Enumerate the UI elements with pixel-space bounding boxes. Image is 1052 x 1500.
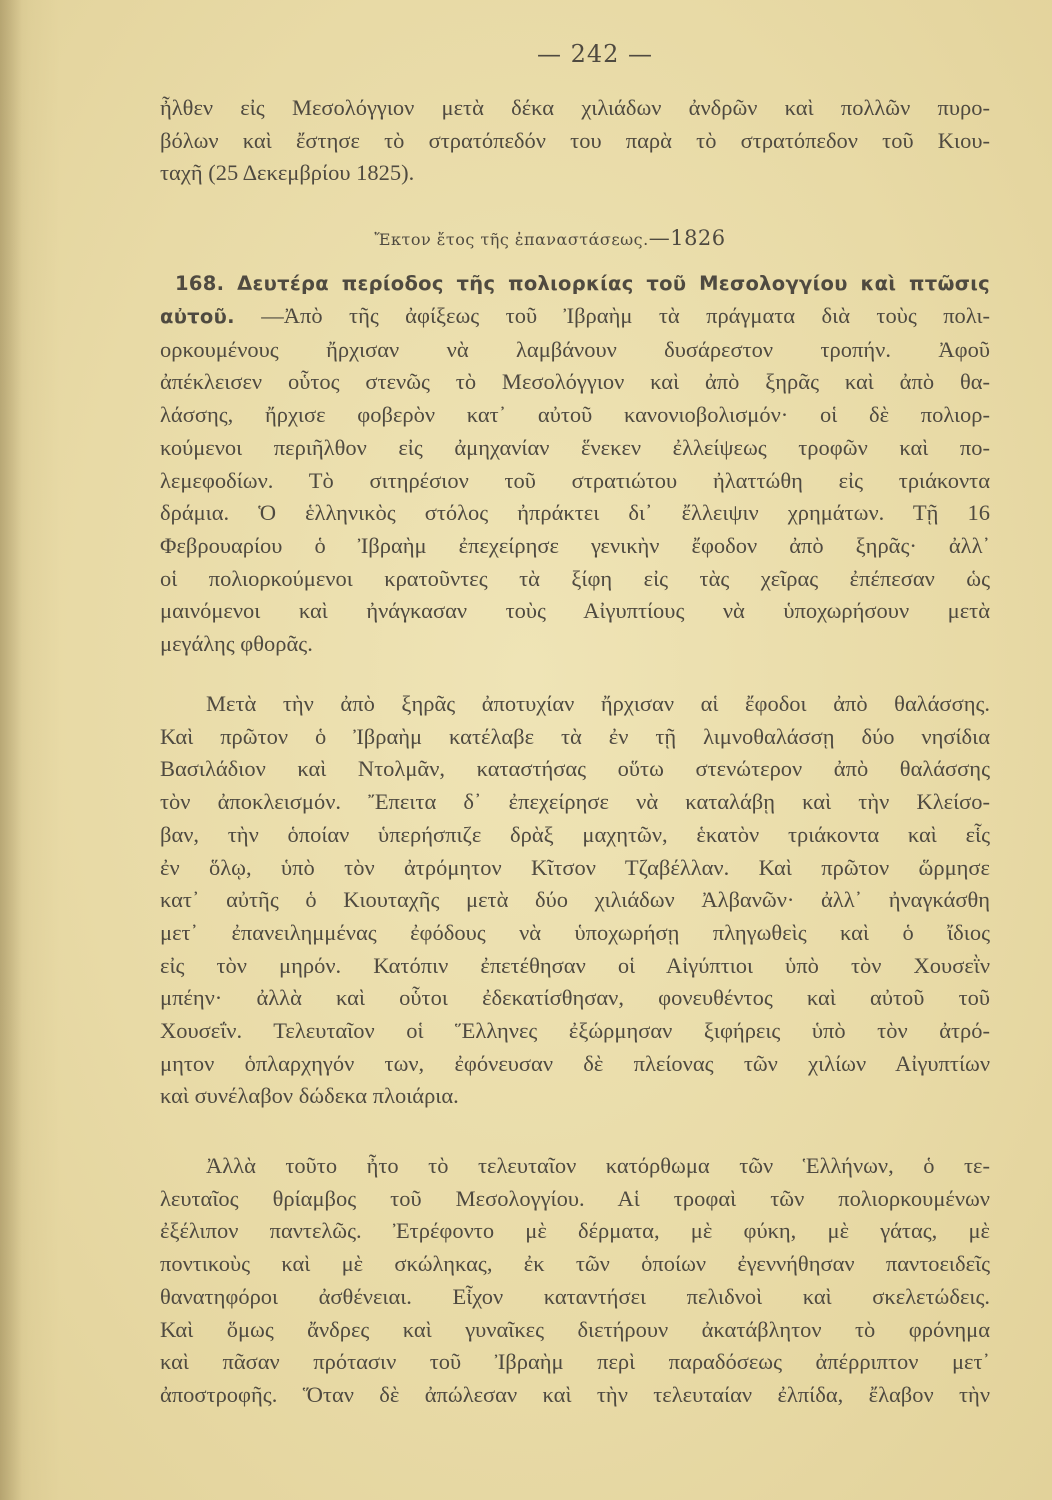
text-line: ορκουμένους ἤρχισαν νὰ λαμβάνουν δυσάρεστον τροπήν. Ἀφοῦ — [160, 336, 990, 362]
section-title: 168. Δευτέρα περίοδος τῆς πολιορκίας τοῦ Μεσολογγίου καὶ πτῶσις — [175, 272, 990, 295]
text-line: καὶ πᾶσαν πρότασιν τοῦ Ἰβραὴμ περὶ παραδόσεως ἀπέρριπτον μετ᾿ — [160, 1349, 990, 1375]
text-line: κούμενοι περιῆλθον εἰς ἀμηχανίαν ἕνεκεν ἐλλείψεως τροφῶν καὶ πο- — [160, 434, 990, 460]
section-168-body — [160, 300, 990, 661]
page-gutter-shadow — [0, 0, 22, 1500]
text-line: Χουσεΐν. Τελευταῖον οἱ Ἕλληνες ἐξώρμησαν ξιφήρεις ὑπὸ τὸν ἀτρό- — [160, 1018, 990, 1044]
text-line: θανατηφόροι ἀσθένειαι. Εἶχον καταντήσει πελιδνοὶ καὶ σκελετώδεις. — [160, 1283, 990, 1309]
text-line: Καὶ ὅμως ἄνδρες καὶ γυναῖκες διετήρουν ἀκατάβλητον τὸ φρόνημα — [160, 1316, 990, 1342]
text-line: λευταῖος θρίαμβος τοῦ Μεσολογγίου. Αἱ τροφαὶ τῶν πολιορκουμένων — [160, 1185, 990, 1211]
text-line: Ἀλλὰ τοῦτο ἦτο τὸ τελευταῖον κατόρθωμα τῶν Ἑλλήνων, ὁ τε- — [206, 1153, 990, 1178]
year-heading-year: —1826 — [648, 226, 726, 250]
text-line: μητον ὁπλαρχηγόν των, ἐφόνευσαν δὲ πλείονας τῶν χιλίων Αἰγυπτίων — [160, 1050, 990, 1076]
text-line: τὸν ἀποκλεισμόν. Ἔπειτα δ᾿ ἐπεχείρησε νὰ καταλάβῃ καὶ τὴν Κλείσο- — [160, 789, 990, 815]
text-line: μετ᾿ ἐπανειλημμένας ἐφόδους νὰ ὑποχωρήσῃ πληγωθεὶς καὶ ὁ ἴδιος — [160, 919, 990, 945]
text-line: ἦλθεν εἰς Μεσολόγγιον μετὰ δέκα χιλιάδων ἀνδρῶν καὶ πολλῶν πυρο- — [160, 95, 990, 120]
section-168 — [175, 268, 990, 301]
text-line: Φεβρουαρίου ὁ Ἰβραὴμ ἐπεχείρησε γενικὴν ἔφοδον ἀπὸ ξηρᾶς· ἀλλ᾿ — [160, 532, 990, 558]
text-line: μαινόμενοι καὶ ἠνάγκασαν τοὺς Αἰγυπτίους νὰ ὑποχωρήσουν μετὰ — [160, 598, 990, 624]
text-line: οἱ πολιορκούμενοι κρατοῦντες τὰ ξίφη εἰς τὰς χεῖρας ἐπέπεσαν ὡς — [160, 565, 990, 591]
text-line: λεμεφοδίων. Τὸ σιτηρέσιον τοῦ στρατιώτου ἠλαττώθη εἰς τριάκοντα — [160, 467, 990, 493]
paragraph-3 — [160, 1150, 990, 1412]
text-line: ἀπέκλεισεν οὗτος στενῶς τὸ Μεσολόγγιον καὶ ἀπὸ ξηρᾶς καὶ ἀπὸ θα- — [160, 369, 990, 395]
text-line: βόλων καὶ ἔστησε τὸ στρατόπεδόν του παρὰ τὸ στρατόπεδον τοῦ Κιου- — [160, 127, 990, 153]
text-line: κατ᾿ αὐτῆς ὁ Κιουταχῆς μετὰ δύο χιλιάδων Ἀλβανῶν· ἀλλ᾿ ἠναγκάσθη — [160, 887, 990, 913]
text-line: μπέην· ἀλλὰ καὶ οὗτοι ἐδεκατίσθησαν, φονευθέντος καὶ αὐτοῦ τοῦ — [160, 985, 990, 1011]
text-line: ταχῆ (25 Δεκεμβρίου 1825). — [160, 160, 415, 186]
text-line: βαν, τὴν ὁποίαν ὑπερήσπιζε δρὰξ μαχητῶν, ἑκατὸν τριάκοντα καὶ εἷς — [160, 821, 990, 847]
text-line: ἐξέλιπον παντελῶς. Ἐτρέφοντο μὲ δέρματα, μὲ φύκη, μὲ γάτας, μὲ — [160, 1218, 990, 1244]
intro-paragraph — [160, 92, 990, 190]
text-line: Μετὰ τὴν ἀπὸ ξηρᾶς ἀποτυχίαν ἤρχισαν αἱ ἔφοδοι ἀπὸ θαλάσσης. — [206, 691, 990, 716]
text-line: μεγάλης φθορᾶς. — [160, 631, 313, 657]
paragraph-2 — [160, 688, 990, 1113]
text-line: εἰς τὸν μηρόν. Κατόπιν ἐπετέθησαν οἱ Αἰγύπτιοι ὑπὸ τὸν Χουσεῒν — [160, 952, 990, 978]
text-line: καὶ συνέλαβον δώδεκα πλοιάρια. — [160, 1083, 459, 1109]
text-line: λάσσης, ἤρχισε φοβερὸν κατ᾿ αὐτοῦ κανονιοβολισμόν· οἱ δὲ πολιορ- — [160, 402, 990, 428]
year-heading — [0, 226, 1052, 250]
section-title-continuation: αὐτοῦ. — [160, 305, 235, 328]
text-line: Βασιλάδιον καὶ Ντολμᾶν, καταστήσας οὕτω στενώτερον ἀπὸ θαλάσσης — [160, 756, 990, 782]
text-line: ἐν ὅλῳ, ὑπὸ τὸν ἀτρόμητον Κῖτσον Τζαβέλλαν. Καὶ πρῶτον ὥρμησε — [160, 854, 990, 880]
text-line: ἀποστροφῆς. Ὅταν δὲ ἀπώλεσαν καὶ τὴν τελευταίαν ἐλπίδα, ἔλαβον τὴν — [160, 1381, 990, 1407]
page-number: — 242 — — [536, 40, 654, 68]
text-line: —Ἀπὸ τῆς ἀφίξεως τοῦ Ἰβραὴμ τὰ πράγματα διὰ τοὺς πολι- — [261, 303, 990, 328]
year-heading-label: Ἔκτον ἔτος τῆς ἐπαναστάσεως. — [374, 230, 649, 249]
text-line: ποντικοὺς καὶ μὲ σκώληκας, ἐκ τῶν ὁποίων ἐγεννήθησαν παντοειδεῖς — [160, 1251, 990, 1277]
text-line: δράμια. Ὁ ἑλληνικὸς στόλος ἠπράκτει δι᾿ ἔλλειψιν χρημάτων. Τῇ 16 — [160, 500, 990, 526]
text-line: Καὶ πρῶτον ὁ Ἰβραὴμ κατέλαβε τὰ ἐν τῇ λιμνοθαλάσσῃ δύο νησίδια — [160, 723, 990, 749]
